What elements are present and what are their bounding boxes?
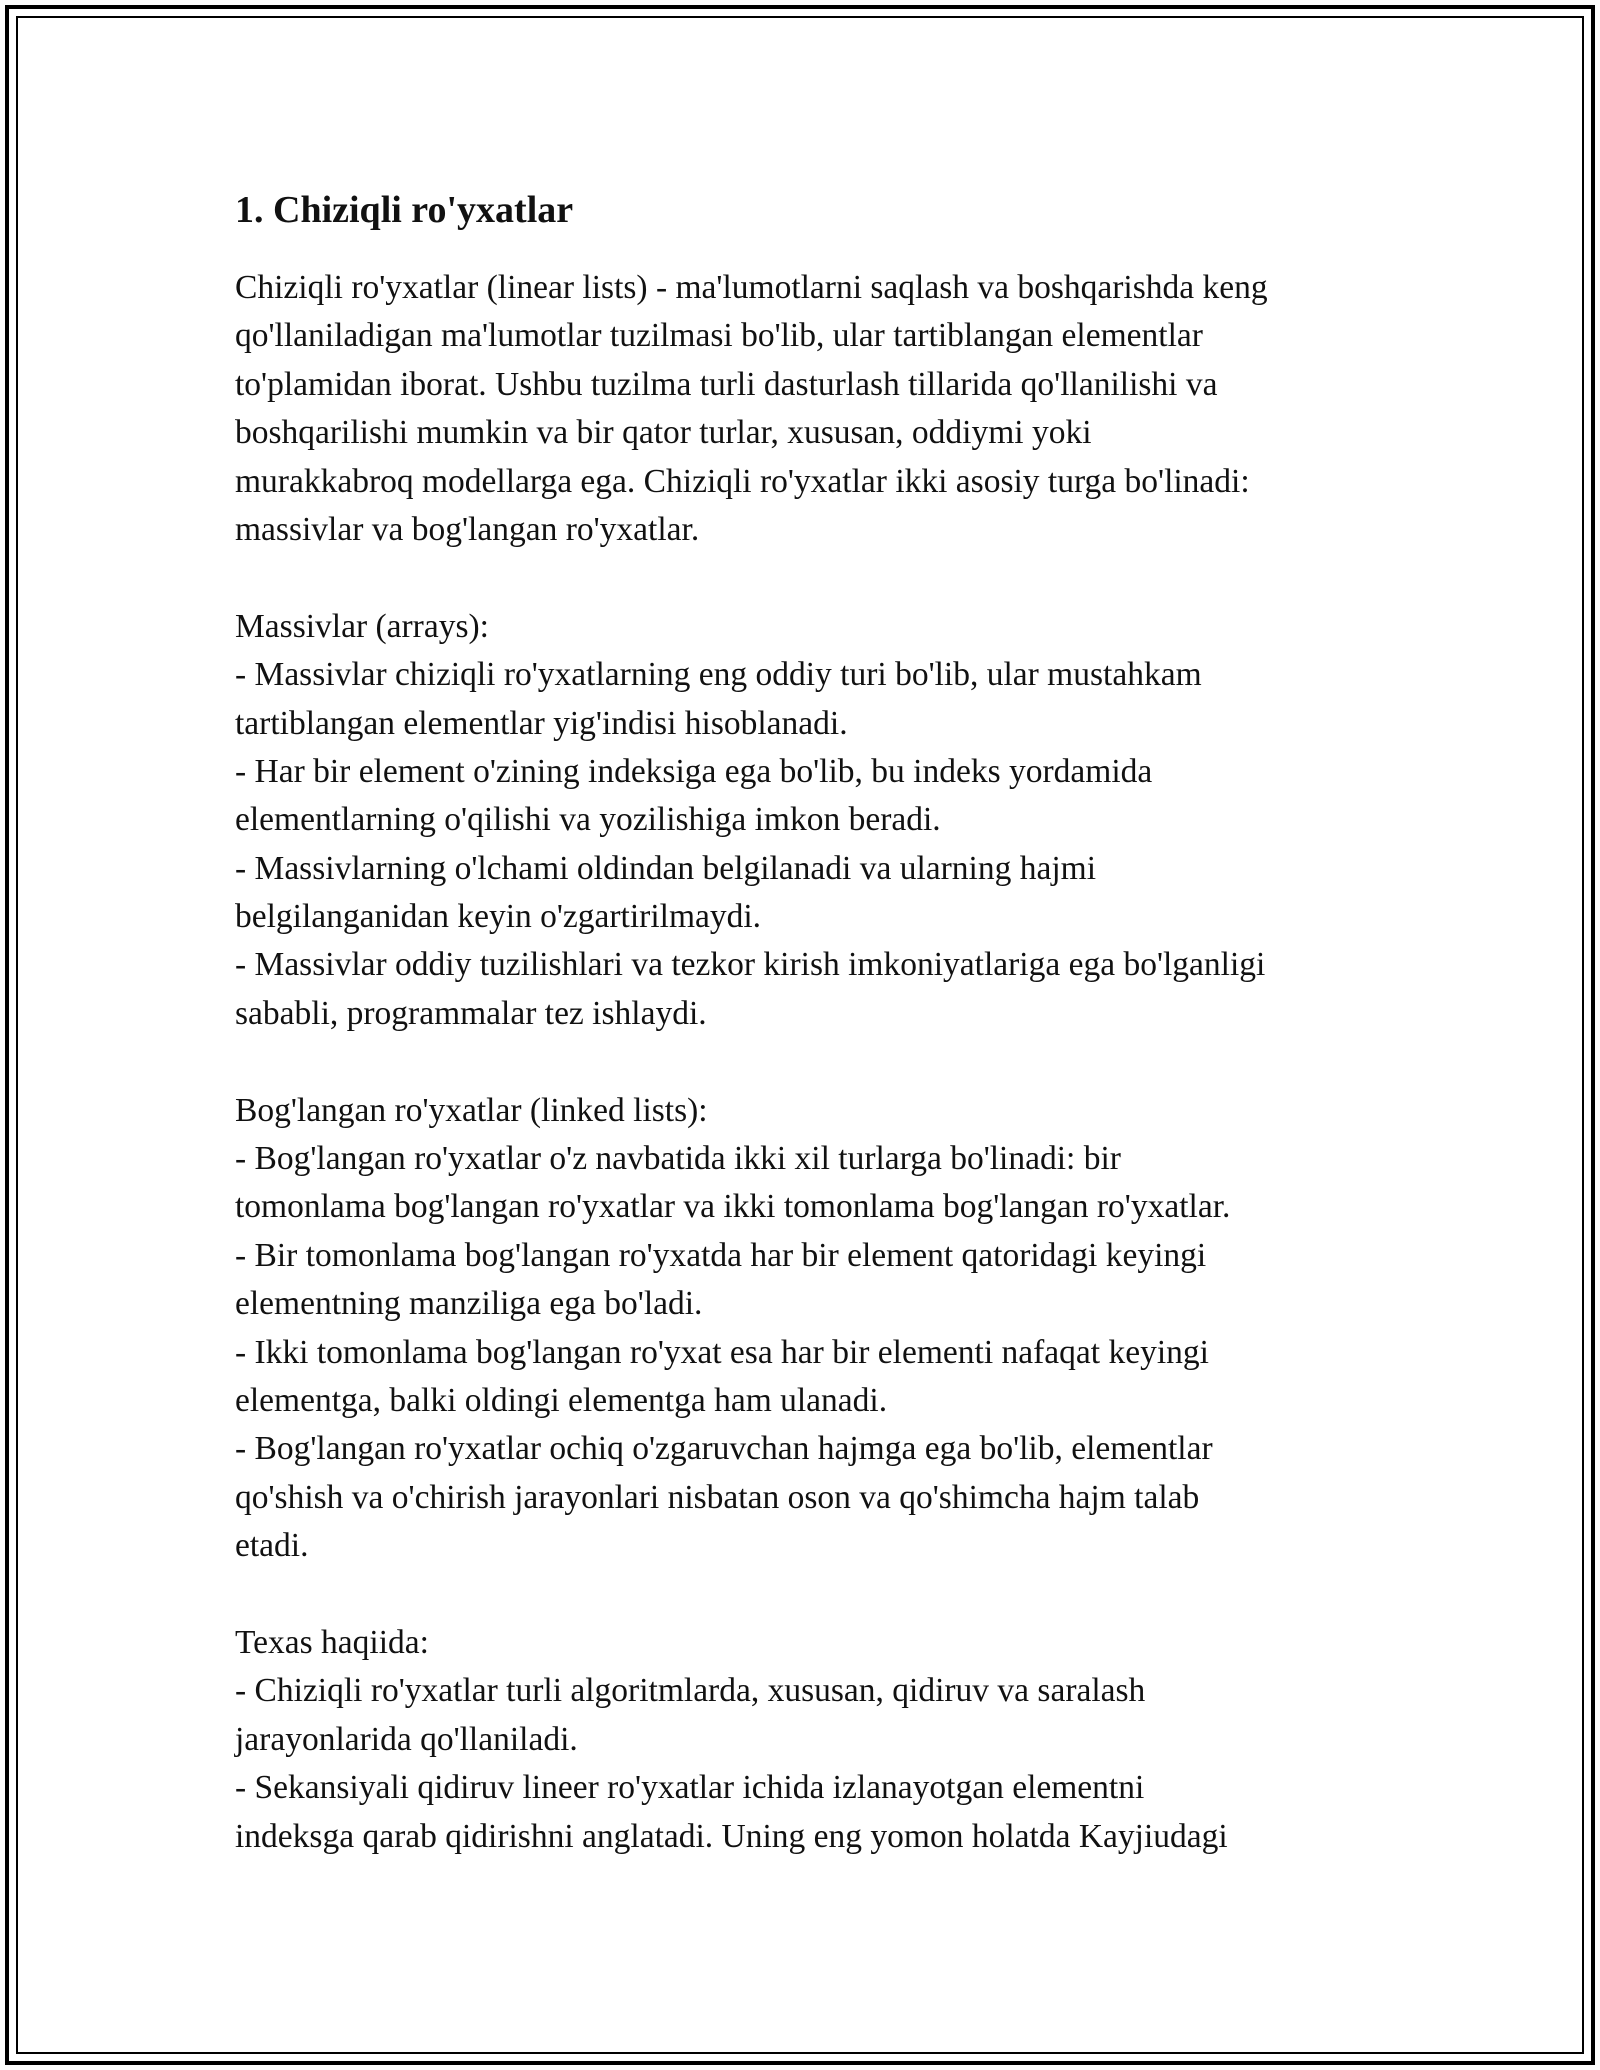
text-line: indeksga qarab qidirishni anglatadi. Uning eng yomon holatda Kayjiudagi [235,1817,1228,1855]
document-body [235,186,1370,1861]
text-line: - Bog'langan ro'yxatlar o'z navbatida ikki xil turlarga bo'linadi: bir [235,1140,1121,1178]
text-line: qo'shish va o'chirish jarayonlari nisbatan oson va qo'shimcha hajm talab [235,1478,1200,1516]
text-line: jarayonlarida qo'llaniladi. [235,1720,578,1758]
linked-lists-section [235,1087,1370,1571]
text-line: belgilanganidan keyin o'zgartirilmaydi. [235,898,762,936]
blank-line [235,554,1370,602]
text-line: - Massivlarning o'lchami oldindan belgilanadi va ularning hajmi [235,849,1097,887]
text-line: - Har bir element o'zining indeksiga ega bo'lib, bu indeks yordamida [235,752,1153,790]
text-line: qo'llaniladigan ma'lumotlar tuzilmasi bo'lib, ular tartiblangan elementlar [235,317,1203,355]
text-line: etadi. [235,1527,309,1565]
section-heading: Massivlar (arrays): [235,607,489,645]
intro-paragraph [235,264,1370,554]
text-line: - Sekansiyali qidiruv lineer ro'yxatlar ichida izlanayotgan elementni [235,1769,1145,1807]
text-line: tartiblangan elementlar yig'indisi hisoblanadi. [235,704,848,742]
document-title: 1. Chiziqli ro'yxatlar [235,189,574,231]
text-line: - Massivlar chiziqli ro'yxatlarning eng oddiy turi bo'lib, ular mustahkam [235,656,1202,694]
texas-section [235,1619,1370,1861]
text-line: boshqarilishi mumkin va bir qator turlar, xususan, oddiymi yoki [235,414,1092,452]
text-line: elementlarning o'qilishi va yozilishiga imkon beradi. [235,801,941,839]
text-line: - Chiziqli ro'yxatlar turli algoritmlarda, xususan, qidiruv va saralash [235,1672,1146,1710]
arrays-section [235,603,1370,1039]
section-heading: Bog'langan ro'yxatlar (linked lists): [235,1091,708,1129]
blank-line [235,1038,1370,1086]
text-line: - Bir tomonlama bog'langan ro'yxatda har bir element qatoridagi keyingi [235,1236,1207,1274]
text-line: massivlar va bog'langan ro'yxatlar. [235,510,700,548]
text-line: - Ikki tomonlama bog'langan ro'yxat esa har bir elementi nafaqat keyingi [235,1333,1209,1371]
section-heading: Texas haqiida: [235,1623,429,1661]
text-line: Chiziqli ro'yxatlar (linear lists) - ma'lumotlarni saqlash va boshqarishda keng [235,269,1268,306]
text-line: elementning manziliga ega bo'ladi. [235,1285,703,1323]
text-line: - Massivlar oddiy tuzilishlari va tezkor kirish imkoniyatlariga ega bo'lganligi [235,946,1266,984]
blank-line [235,1571,1370,1619]
text-line: - Bog'langan ro'yxatlar ochiq o'zgaruvchan hajmga ega bo'lib, elementlar [235,1430,1213,1468]
text-line: murakkabroq modellarga ega. Chiziqli ro'yxatlar ikki asosiy turga bo'linadi: [235,462,1250,500]
text-line: to'plamidan iborat. Ushbu tuzilma turli dasturlash tillarida qo'llanilishi va [235,365,1218,403]
text-line: elementga, balki oldingi elementga ham ulanadi. [235,1381,888,1419]
text-line: tomonlama bog'langan ro'yxatlar va ikki tomonlama bog'langan ro'yxatlar. [235,1188,1231,1226]
text-line: sababli, programmalar tez ishlaydi. [235,994,707,1032]
